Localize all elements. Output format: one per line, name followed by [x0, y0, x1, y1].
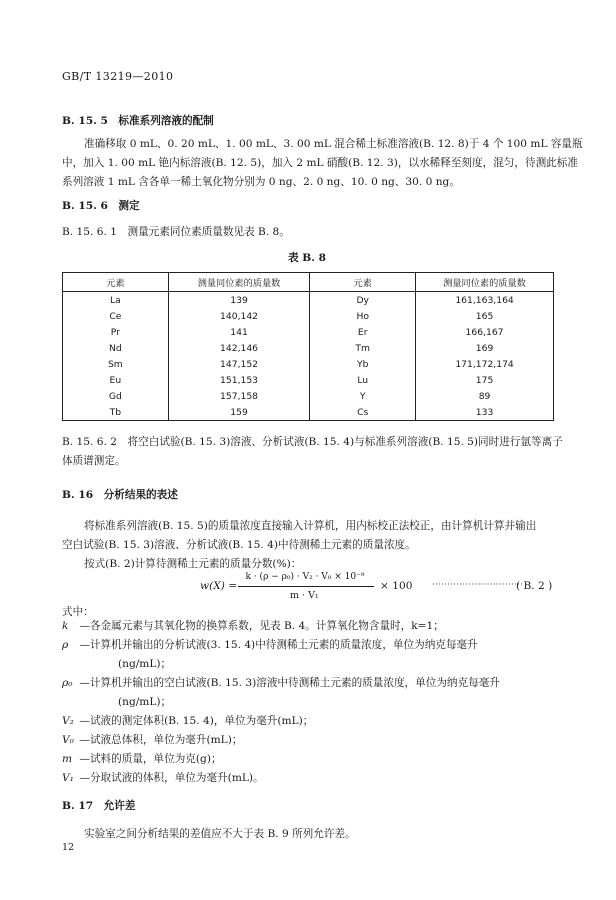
table-cell: 141: [168, 324, 310, 340]
where-item: [62, 769, 264, 788]
table-cell: 142,146: [168, 340, 310, 356]
paragraph-line: 实验室之间分析结果的差值应不大于表 B. 9 所列允许差。: [84, 828, 356, 840]
table-row: [63, 404, 554, 421]
formula-lhs: w(X) =: [200, 580, 238, 592]
table-cell: Pr: [63, 324, 169, 340]
where-label: 式中：: [62, 606, 94, 618]
where-dash: —: [76, 734, 90, 746]
where-text: 试料的质量，单位为克(g)；: [89, 753, 222, 765]
where-text: 计算机并输出的分析试液(3. 15. 4)中待测稀土元素的质量浓度，单位为纳克每毫升: [89, 639, 478, 651]
table-row: [63, 356, 554, 372]
where-symbol: ρ₀: [62, 677, 73, 689]
table-cell: Ce: [63, 308, 169, 324]
section-heading-b155: B. 15. 5 标准系列溶液的配制: [62, 115, 214, 127]
where-text: 试液总体积，单位为毫升(mL)；: [89, 734, 243, 746]
where-dash: —: [76, 677, 90, 689]
where-symbol: m: [62, 753, 73, 765]
table-cell: 161,163,164: [416, 292, 554, 309]
where-dash: —: [76, 772, 90, 784]
table-cell: 89: [416, 388, 554, 404]
paragraph-line: 空白试验(B. 15. 3)溶液、分析试液(B. 15. 4)中待测稀土元素的质量浓度。: [62, 539, 416, 551]
table-cell: 159: [168, 404, 310, 421]
where-item: [62, 712, 313, 731]
where-item: [62, 636, 478, 655]
section-heading-b17: B. 17 允许差: [62, 800, 136, 812]
paragraph-line: B. 15. 6. 2 将空白试验(B. 15. 3)溶液、分析试液(B. 15. 4)与标准系列溶液(B. 15. 5)同时进行氩等离子: [62, 436, 563, 448]
table-cell: Cs: [310, 404, 416, 421]
section-heading-b16: B. 16 分析结果的表述: [62, 489, 178, 501]
paragraph-line: 中，加入 1. 00 mL 铯内标溶液(B. 12. 5)，加入 2 mL 硝酸(B. 12. 3)，以水稀释至刻度，混匀，待测此标准: [62, 157, 578, 169]
table-row: [63, 292, 554, 309]
table-cell: 147,152: [168, 356, 310, 372]
table-cell: Ho: [310, 308, 416, 324]
paragraph-line: 系列溶液 1 mL 含各单一稀土氧化物分别为 0 ng、2. 0 ng、10. 0 ng、30. 0 ng。: [62, 176, 460, 188]
table-cell: La: [63, 292, 169, 309]
where-text: 计算机并输出的空白试液(B. 15. 3)溶液中待测稀土元素的质量浓度，单位为纳克每毫升: [89, 677, 500, 689]
table-cell: 157,158: [168, 388, 310, 404]
where-text: 各金属元素与其氧化物的换算系数，见表 B. 4。计算氧化物含量时，k=1；: [89, 620, 444, 632]
table-cell: Lu: [310, 372, 416, 388]
table-row: [63, 340, 554, 356]
table-cell: Nd: [63, 340, 169, 356]
formula-times-100: × 100: [380, 580, 413, 592]
where-dash: —: [76, 639, 90, 651]
where-text: 分取试液的体积，单位为毫升(mL)。: [89, 772, 264, 784]
table-cell: Er: [310, 324, 416, 340]
where-symbol: V₂: [62, 715, 74, 727]
table-cell: Gd: [63, 388, 169, 404]
paragraph-line: 体质谱测定。: [62, 455, 126, 467]
where-symbol: k: [62, 620, 69, 632]
where-symbol: V₀: [62, 734, 74, 746]
table-header-row: [63, 273, 554, 292]
table-header-cell: 测量同位素的质量数: [416, 273, 554, 292]
where-symbol: V₁: [62, 772, 74, 784]
table-header-cell: 元素: [63, 273, 169, 292]
table-row: [63, 372, 554, 388]
table-cell: 151,153: [168, 372, 310, 388]
table-cell: 175: [416, 372, 554, 388]
table-cell: Eu: [63, 372, 169, 388]
formula-numerator: k · (ρ − ρ₀) · V₂ · V₀ × 10⁻⁹: [245, 572, 365, 582]
fraction-bar: [238, 586, 374, 587]
where-item-continuation: (ng/mL)；: [118, 696, 172, 708]
table-cell: 165: [416, 308, 554, 324]
paragraph-line: 将标准系列溶液(B. 15. 5)的质量浓度直接输入计算机，用内标校正法校正，由计算机计算并输出: [84, 520, 537, 532]
where-item: [62, 674, 500, 693]
table-cell: Tb: [63, 404, 169, 421]
where-item: [62, 617, 444, 636]
formula-leader-dots: ······························: [432, 580, 524, 589]
table-cell: 133: [416, 404, 554, 421]
where-item: [62, 731, 242, 750]
table-title: 表 B. 8: [288, 252, 326, 264]
where-item: [62, 750, 222, 769]
where-dash: —: [76, 620, 90, 632]
section-heading-b156: B. 15. 6 测定: [62, 200, 140, 212]
table-cell: 169: [416, 340, 554, 356]
table-cell: 140,142: [168, 308, 310, 324]
table-row: [63, 388, 554, 404]
formula-number: ( B. 2 ): [516, 580, 553, 592]
where-dash: —: [76, 715, 90, 727]
table-cell: Sm: [63, 356, 169, 372]
subsection-b1561: B. 15. 6. 1 测量元素同位素质量数见表 B. 8。: [62, 226, 290, 238]
formula-denominator: m · V₁: [290, 590, 319, 601]
table-row: [63, 308, 554, 324]
table-header-cell: 测量同位素的质量数: [168, 273, 310, 292]
table-cell: Dy: [310, 292, 416, 309]
standard-number: GB/T 13219—2010: [62, 70, 174, 83]
table-header-cell: 元素: [310, 273, 416, 292]
table-row: [63, 324, 554, 340]
paragraph-line: 准确移取 0 mL、0. 20 mL、1. 00 mL、3. 00 mL 混合稀土标准溶液(B. 12. 8)于 4 个 100 mL 容量瓶: [84, 138, 583, 150]
table-cell: Tm: [310, 340, 416, 356]
where-dash: —: [76, 753, 90, 765]
page-number: 12: [62, 842, 75, 853]
paragraph-line: 按式(B. 2)计算待测稀土元素的质量分数(%)：: [84, 558, 302, 570]
where-text: 试液的测定体积(B. 15. 4)，单位为毫升(mL)；: [89, 715, 314, 727]
table-cell: Y: [310, 388, 416, 404]
where-item-continuation: (ng/mL)；: [118, 658, 172, 670]
table-b8: [62, 272, 554, 421]
table-cell: 166,167: [416, 324, 554, 340]
table-cell: 139: [168, 292, 310, 309]
where-symbol: ρ: [62, 639, 69, 651]
table-cell: Yb: [310, 356, 416, 372]
table-cell: 171,172,174: [416, 356, 554, 372]
